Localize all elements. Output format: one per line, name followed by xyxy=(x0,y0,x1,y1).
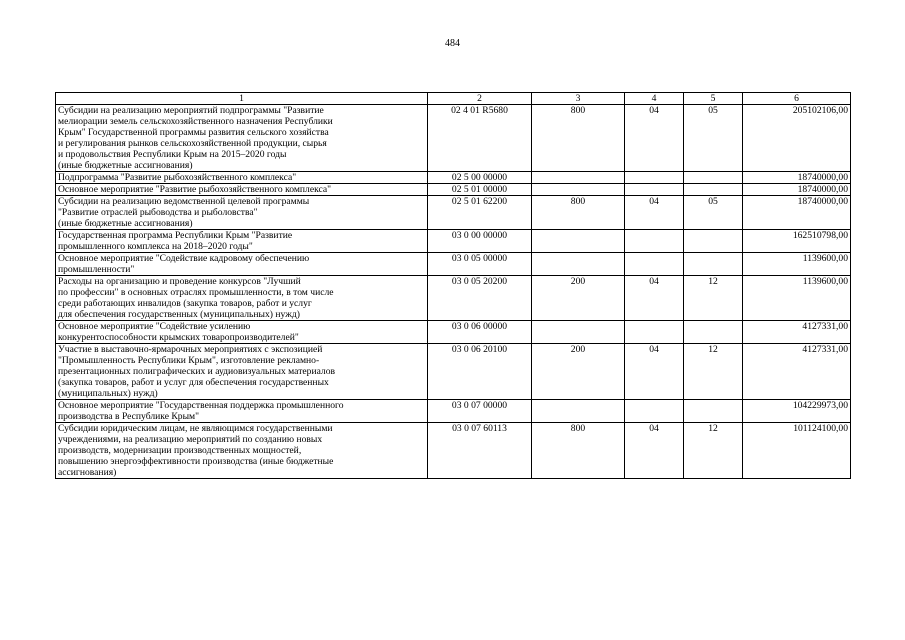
amount-cell: 18740000,00 xyxy=(743,196,851,230)
amount-cell: 1139600,00 xyxy=(743,276,851,321)
column-header: 4 xyxy=(625,93,684,105)
target-code-cell: 02 5 01 00000 xyxy=(428,184,532,196)
table-row xyxy=(56,230,851,253)
section-cell: 04 xyxy=(625,344,684,400)
amount-cell: 101124100,00 xyxy=(743,423,851,479)
amount-cell: 205102106,00 xyxy=(743,105,851,172)
item-name-cell: Государственная программа Республики Крым "Развитие промышленного комплекса на 2018–2020 годы" xyxy=(56,230,428,253)
expense-type-cell xyxy=(532,172,625,184)
page-number: 484 xyxy=(445,38,460,49)
target-code-cell: 03 0 06 00000 xyxy=(428,321,532,344)
subsection-cell: 05 xyxy=(684,105,743,172)
amount-cell: 18740000,00 xyxy=(743,184,851,196)
item-name-cell: Основное мероприятие "Содействие кадровому обеспечению промышленности" xyxy=(56,253,428,276)
budget-table xyxy=(55,92,851,479)
expense-type-cell: 800 xyxy=(532,196,625,230)
table-row xyxy=(56,196,851,230)
item-name-cell: Подпрограмма "Развитие рыбохозяйственного комплекса" xyxy=(56,172,428,184)
section-cell xyxy=(625,184,684,196)
expense-type-cell xyxy=(532,321,625,344)
item-name-cell: Субсидии на реализацию ведомственной целевой программы "Развитие отраслей рыбоводства и рыболовства" (иные бюджетные ассигнования) xyxy=(56,196,428,230)
target-code-cell: 03 0 05 20200 xyxy=(428,276,532,321)
item-name-cell: Основное мероприятие "Государственная поддержка промышленного производства в Республике Крым" xyxy=(56,400,428,423)
column-header: 1 xyxy=(56,93,428,105)
expense-type-cell: 200 xyxy=(532,344,625,400)
target-code-cell: 03 0 07 00000 xyxy=(428,400,532,423)
section-cell xyxy=(625,172,684,184)
subsection-cell: 12 xyxy=(684,344,743,400)
item-name-cell: Основное мероприятие "Содействие усилению конкурентоспособности крымских товаропроизводителей" xyxy=(56,321,428,344)
item-name-cell: Расходы на организацию и проведение конкурсов "Лучший по профессии" в основных отраслях промышленности, в том числе среди работающих инвалидов (закупка товаров, работ и услуг для обеспечения государственных (муниципальных) нужд) xyxy=(56,276,428,321)
subsection-cell xyxy=(684,321,743,344)
subsection-cell: 05 xyxy=(684,196,743,230)
section-cell xyxy=(625,400,684,423)
table-row xyxy=(56,344,851,400)
section-cell xyxy=(625,230,684,253)
target-code-cell: 02 5 01 62200 xyxy=(428,196,532,230)
target-code-cell: 03 0 06 20100 xyxy=(428,344,532,400)
amount-cell: 104229973,00 xyxy=(743,400,851,423)
subsection-cell: 12 xyxy=(684,423,743,479)
section-cell xyxy=(625,253,684,276)
target-code-cell: 03 0 05 00000 xyxy=(428,253,532,276)
subsection-cell xyxy=(684,230,743,253)
section-cell xyxy=(625,321,684,344)
subsection-cell xyxy=(684,400,743,423)
expense-type-cell xyxy=(532,230,625,253)
table-row xyxy=(56,184,851,196)
section-cell: 04 xyxy=(625,196,684,230)
expense-type-cell xyxy=(532,253,625,276)
expense-type-cell: 800 xyxy=(532,105,625,172)
amount-cell: 162510798,00 xyxy=(743,230,851,253)
column-header: 5 xyxy=(684,93,743,105)
expense-type-cell: 200 xyxy=(532,276,625,321)
table-row xyxy=(56,253,851,276)
item-name-cell: Участие в выставочно-ярмарочных мероприятиях с экспозицией "Промышленность Республики Крым", изготовление рекламно- презентационных полиграфических и аудиовизуальных материалов (закупка товаров, работ и услуг для обеспечения государственных (муниципальных) нужд) xyxy=(56,344,428,400)
target-code-cell: 03 0 00 00000 xyxy=(428,230,532,253)
expense-type-cell: 800 xyxy=(532,423,625,479)
item-name-cell: Основное мероприятие "Развитие рыбохозяйственного комплекса" xyxy=(56,184,428,196)
amount-cell: 4127331,00 xyxy=(743,321,851,344)
subsection-cell xyxy=(684,184,743,196)
section-cell: 04 xyxy=(625,276,684,321)
amount-cell: 4127331,00 xyxy=(743,344,851,400)
item-name-cell: Субсидии юридическим лицам, не являющимся государственными учреждениями, на реализацию мероприятий по созданию новых производств, модернизации производственных мощностей, повышению энергоэффективности производства (иные бюджетные ассигнования) xyxy=(56,423,428,479)
table-row xyxy=(56,321,851,344)
table-row xyxy=(56,172,851,184)
subsection-cell xyxy=(684,253,743,276)
section-cell: 04 xyxy=(625,105,684,172)
amount-cell: 1139600,00 xyxy=(743,253,851,276)
item-name-cell: Субсидии на реализацию мероприятий подпрограммы "Развитие мелиорации земель сельскохозяйственного назначения Республики Крым" Государственной программы развития сельского хозяйства и регулирования рынков сельскохозяйственной продукции, сырья и продовольствия Республики Крым на 2015–2020 годы (иные бюджетные ассигнования) xyxy=(56,105,428,172)
expense-type-cell xyxy=(532,400,625,423)
amount-cell: 18740000,00 xyxy=(743,172,851,184)
target-code-cell: 03 0 07 60113 xyxy=(428,423,532,479)
table-row xyxy=(56,400,851,423)
table-row xyxy=(56,276,851,321)
target-code-cell: 02 5 00 00000 xyxy=(428,172,532,184)
table-row xyxy=(56,423,851,479)
column-header: 6 xyxy=(743,93,851,105)
target-code-cell: 02 4 01 R5680 xyxy=(428,105,532,172)
column-header: 3 xyxy=(532,93,625,105)
column-header: 2 xyxy=(428,93,532,105)
table-row xyxy=(56,105,851,172)
subsection-cell xyxy=(684,172,743,184)
subsection-cell: 12 xyxy=(684,276,743,321)
header-row xyxy=(56,93,851,105)
section-cell: 04 xyxy=(625,423,684,479)
expense-type-cell xyxy=(532,184,625,196)
